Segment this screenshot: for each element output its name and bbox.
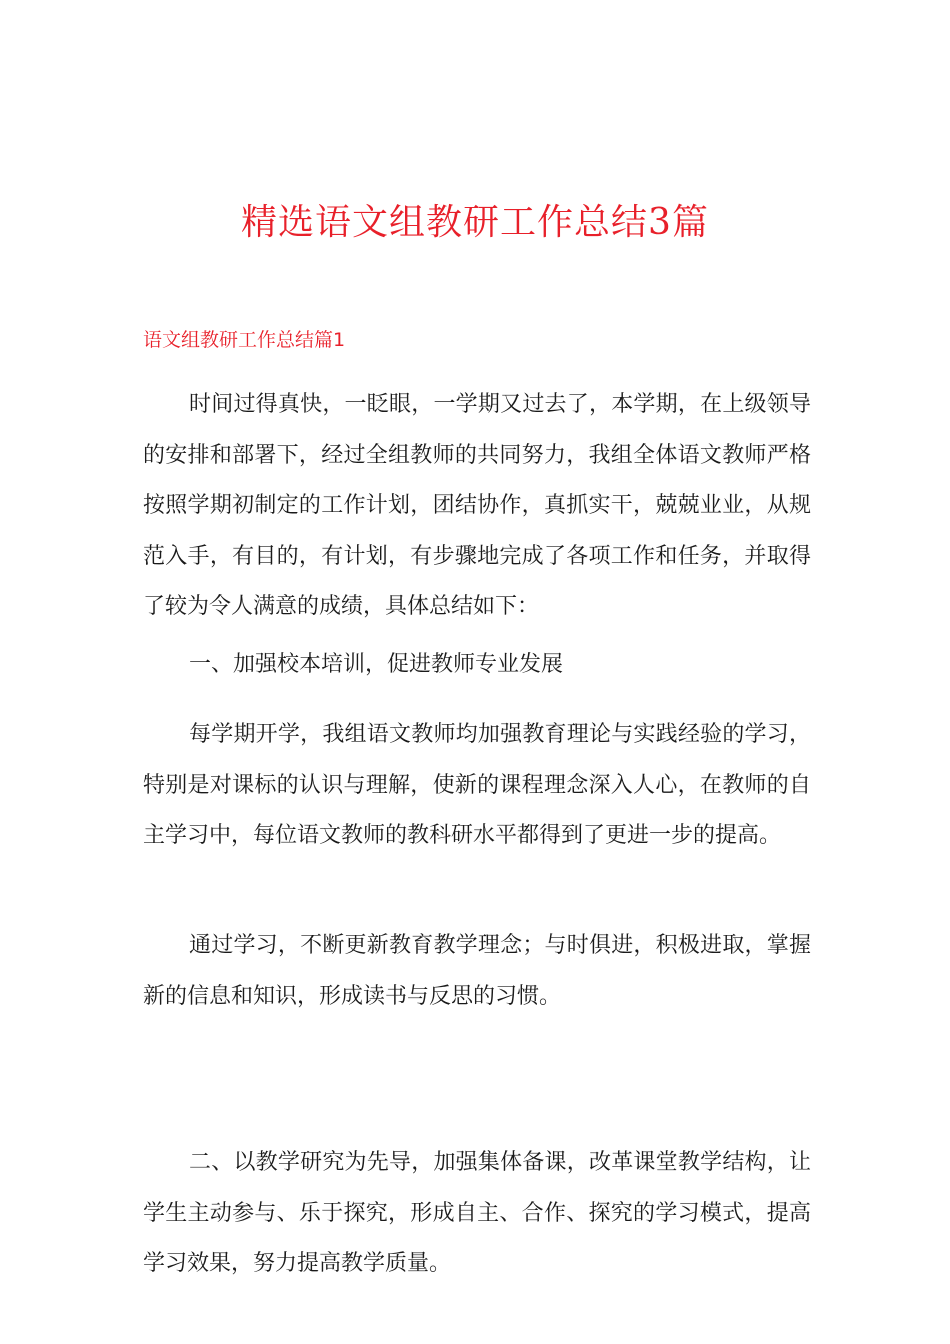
section-heading: 语文组教研工作总结篇1 bbox=[143, 329, 346, 351]
paragraph-training: 每学期开学，我组语文教师均加强教育理论与实践经验的学习，特别是对课标的认识与理解，使新的课程理念深入人心，在教师的自主学习中，每位语文教师的教科研水平都得到了更进一步的提高。 bbox=[143, 722, 811, 848]
paragraph-heading-two: 二、以教学研究为先导，加强集体备课，改革课堂教学结构，让学生主动参与、乐于探究，形成自主、合作、探究的学习模式，提高学习效果，努力提高教学质量。 bbox=[143, 1150, 811, 1276]
paragraph-learning: 通过学习，不断更新教育教学理念；与时俱进，积极进取，掌握新的信息和知识，形成读书与反思的习惯。 bbox=[143, 933, 811, 1009]
paragraph-heading-one: 一、加强校本培训，促进教师专业发展 bbox=[189, 652, 564, 677]
document-title: 精选语文组教研工作总结3篇 bbox=[241, 202, 709, 243]
paragraph-intro: 时间过得真快，一眨眼，一学期又过去了，本学期，在上级领导的安排和部署下，经过全组教师的共同努力，我组全体语文教师严格按照学期初制定的工作计划，团结协作，真抓实干，兢兢业业，从规范入手，有目的，有计划，有步骤地完成了各项工作和任务，并取得了较为令人满意的成绩，具体总结如下： bbox=[143, 392, 811, 619]
